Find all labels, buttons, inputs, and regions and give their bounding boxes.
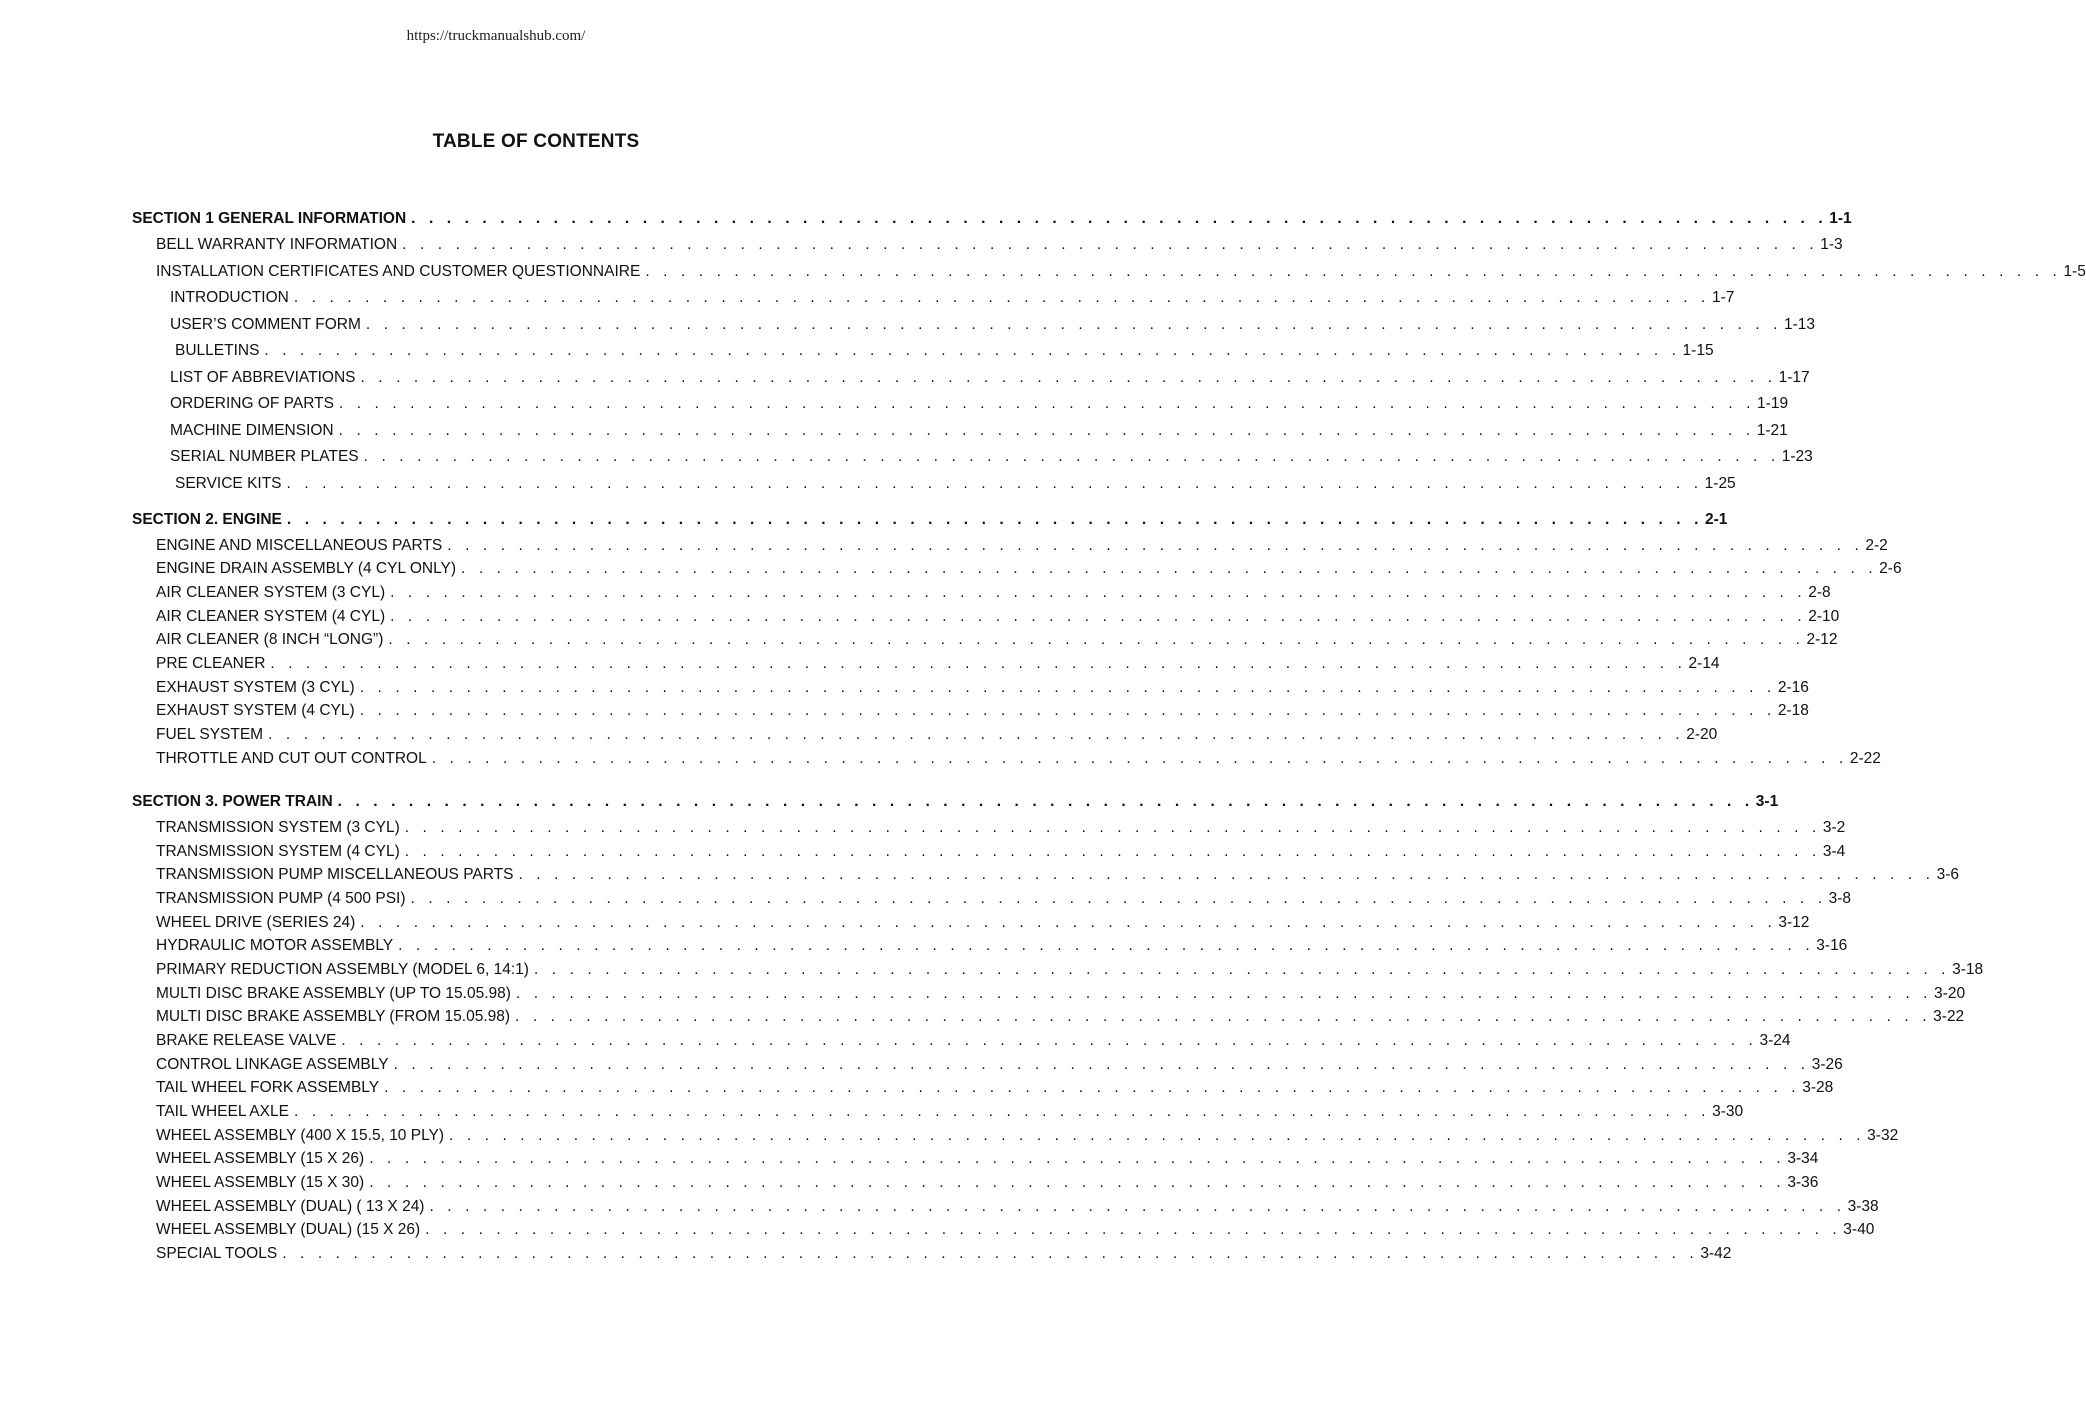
dot-leader: . . . . . . . . . . . . . . . . . . . . . . . . . . . . . . . . . . . . . . . . . . . . . . . . . . . . . . . . . . . . . . . . . . . . . . . . . . . . . . . . [447, 537, 1864, 554]
toc-entry [156, 677, 1809, 699]
dot-leader: . . . . . . . . . . . . . . . . . . . . . . . . . . . . . . . . . . . . . . . . . . . . . . . . . . . . . . . . . . . . . . . . . . . . . . . . . . . . . . . . [404, 843, 1821, 860]
toc-entry-title: WHEEL ASSEMBLY (DUAL) (15 X 26) [156, 1221, 421, 1238]
toc-entry [156, 261, 2086, 283]
toc-entry [156, 582, 1831, 604]
toc-entry-title: TRANSMISSION PUMP (4 500 PSI) [156, 890, 406, 907]
toc-page-number: 1-21 [1756, 422, 1788, 439]
toc-page-number: 3-30 [1712, 1103, 1744, 1120]
toc-page-number: 3-24 [1759, 1032, 1791, 1049]
toc-page-number: 3-26 [1811, 1056, 1843, 1073]
toc-entry [156, 234, 1843, 256]
toc-page-number: 1-25 [1704, 475, 1736, 492]
toc-entry [156, 535, 1888, 557]
toc-entry-title: TRANSMISSION SYSTEM (3 CYL) [156, 819, 400, 836]
dot-leader: . . . . . . . . . . . . . . . . . . . . . . . . . . . . . . . . . . . . . . . . . . . . . . . . . . . . . . . . . . . . . . . . . . . . . . . . . . . . . . . . [359, 702, 1776, 719]
toc-entry-title: WHEEL ASSEMBLY (15 X 26) [156, 1150, 365, 1167]
toc-entry-title: WHEEL DRIVE (SERIES 24) [156, 914, 356, 931]
dot-leader: . . . . . . . . . . . . . . . . . . . . . . . . . . . . . . . . . . . . . . . . . . . . . . . . . . . . . . . . . . . . . . . . . . . . . . . . . . . . . . . . [388, 631, 1805, 648]
toc-entry [156, 1054, 1843, 1076]
toc-entry-title: USER’S COMMENT FORM [170, 316, 361, 333]
dot-leader: . . . . . . . . . . . . . . . . . . . . . . . . . . . . . . . . . . . . . . . . . . . . . . . . . . . . . . . . . . . . . . . . . . . . . . . . . . . . . . . . [398, 937, 1815, 954]
toc-entry-title: AIR CLEANER SYSTEM (3 CYL) [156, 584, 386, 601]
toc-entry-title: ENGINE AND MISCELLANEOUS PARTS [156, 537, 443, 554]
toc-page-number: 3-1 [1755, 793, 1779, 810]
toc-entry-title: CONTROL LINKAGE ASSEMBLY [156, 1056, 389, 1073]
toc-entry [156, 888, 1852, 910]
toc-entry [156, 1006, 1965, 1028]
toc-entry [156, 1030, 1791, 1052]
toc-entry-title: SERVICE KITS [175, 475, 282, 492]
toc-entry [156, 629, 1838, 651]
toc-entry-title: PRIMARY REDUCTION ASSEMBLY (MODEL 6, 14:1) [156, 961, 529, 978]
toc-entry [170, 420, 1788, 442]
toc-entry [156, 558, 1902, 580]
toc-page-number: 2-16 [1777, 679, 1809, 696]
toc-page-number: 3-22 [1933, 1008, 1965, 1025]
toc-entry-title: PRE CLEANER [156, 655, 266, 672]
toc-page-number: 1-13 [1784, 316, 1816, 333]
toc-entry-title: ENGINE DRAIN ASSEMBLY (4 CYL ONLY) [156, 560, 457, 577]
toc-entry [156, 841, 1846, 863]
dot-leader: . . . . . . . . . . . . . . . . . . . . . . . . . . . . . . . . . . . . . . . . . . . . . . . . . . . . . . . . . . . . . . . . . . . . . . . . . . . . . . . . [338, 422, 1755, 439]
toc-entry-title: SECTION 2. ENGINE [132, 511, 282, 528]
dot-leader: . . . . . . . . . . . . . . . . . . . . . . . . . . . . . . . . . . . . . . . . . . . . . . . . . . . . . . . . . . . . . . . . . . . . . . . . . . . . . . . . [293, 1103, 1711, 1120]
toc-page-number: 3-18 [1952, 961, 1984, 978]
toc-entry-title: INSTALLATION CERTIFICATES AND CUSTOMER QUESTIONNAIRE [156, 263, 641, 280]
toc-page-number: 2-8 [1808, 584, 1831, 601]
toc-page-number: 2-18 [1777, 702, 1809, 719]
toc-entry-title: WHEEL ASSEMBLY (DUAL) ( 13 X 24) [156, 1198, 425, 1215]
dot-leader: . . . . . . . . . . . . . . . . . . . . . . . . . . . . . . . . . . . . . . . . . . . . . . . . . . . . . . . . . . . . . . . . . . . . . . . . . . . . . . . . [404, 819, 1821, 836]
dot-leader: . . . . . . . . . . . . . . . . . . . . . . . . . . . . . . . . . . . . . . . . . . . . . . . . . . . . . . . . . . . . . . . . . . . . . . . . . . . . . . . . [282, 1245, 1699, 1262]
toc-section-heading [132, 208, 1852, 230]
toc-entry [156, 1219, 1875, 1241]
toc-entry-title: FUEL SYSTEM [156, 726, 264, 743]
dot-leader: . . . . . . . . . . . . . . . . . . . . . . . . . . . . . . . . . . . . . . . . . . . . . . . . . . . . . . . . . . . . . . . . . . . . . . . . . . . . . . . . [341, 1032, 1758, 1049]
source-url: https://truckmanualshub.com/ [406, 28, 586, 44]
toc-page-number: 3-6 [1936, 866, 1959, 883]
toc-page-number: 2-2 [1865, 537, 1888, 554]
toc-entry [156, 1101, 1744, 1123]
toc-entry-title: WHEEL ASSEMBLY (400 X 15.5, 10 PLY) [156, 1127, 445, 1144]
toc-entry-title: TAIL WHEEL FORK ASSEMBLY [156, 1079, 380, 1096]
toc-entry [156, 1077, 1834, 1099]
toc-page-number: 3-16 [1816, 937, 1848, 954]
toc-entry [170, 446, 1813, 468]
dot-leader: . . . . . . . . . . . . . . . . . . . . . . . . . . . . . . . . . . . . . . . . . . . . . . . . . . . . . . . . . . . . . . . . . . . . . . . . . . . . . . . . [411, 210, 1828, 227]
toc-entry [156, 724, 1718, 746]
toc-entry [175, 340, 1714, 362]
toc-entry [156, 1125, 1899, 1147]
toc-entry [156, 935, 1848, 957]
toc-entry [156, 606, 1840, 628]
toc-entry-title: MULTI DISC BRAKE ASSEMBLY (UP TO 15.05.98) [156, 985, 511, 1002]
dot-leader: . . . . . . . . . . . . . . . . . . . . . . . . . . . . . . . . . . . . . . . . . . . . . . . . . . . . . . . . . . . . . . . . . . . . . . . . . . . . . . . . [533, 961, 1951, 978]
toc-page-number: 3-28 [1802, 1079, 1834, 1096]
toc-page-number: 1-19 [1757, 395, 1789, 412]
toc-page-number: 3-2 [1822, 819, 1846, 836]
dot-leader: . . . . . . . . . . . . . . . . . . . . . . . . . . . . . . . . . . . . . . . . . . . . . . . . . . . . . . . . . . . . . . . . . . . . . . . . . . . . . . . . [461, 560, 1878, 577]
dot-leader: . . . . . . . . . . . . . . . . . . . . . . . . . . . . . . . . . . . . . . . . . . . . . . . . . . . . . . . . . . . . . . . . . . . . . . . . . . . . . . . . [518, 866, 1935, 883]
toc-section-heading [132, 509, 1728, 531]
dot-leader: . . . . . . . . . . . . . . . . . . . . . . . . . . . . . . . . . . . . . . . . . . . . . . . . . . . . . . . . . . . . . . . . . . . . . . . . . . . . . . . . [286, 475, 1703, 492]
toc-entry-title: INTRODUCTION [170, 289, 289, 306]
toc-entry [170, 393, 1789, 415]
dot-leader: . . . . . . . . . . . . . . . . . . . . . . . . . . . . . . . . . . . . . . . . . . . . . . . . . . . . . . . . . . . . . . . . . . . . . . . . . . . . . . . . [270, 655, 1687, 672]
toc-entry [156, 1148, 1819, 1170]
dot-leader: . . . . . . . . . . . . . . . . . . . . . . . . . . . . . . . . . . . . . . . . . . . . . . . . . . . . . . . . . . . . . . . . . . . . . . . . . . . . . . . . [338, 395, 1756, 412]
toc-entry-title: THROTTLE AND CUT OUT CONTROL [156, 750, 427, 767]
toc-page-number: 1-5 [2063, 263, 2086, 280]
toc-entry-title: EXHAUST SYSTEM (3 CYL) [156, 679, 355, 696]
toc-page-number: 1-15 [1682, 342, 1714, 359]
toc-section-heading [132, 791, 1779, 813]
toc-entry [175, 473, 1736, 495]
toc-entry [156, 912, 1810, 934]
dot-leader: . . . . . . . . . . . . . . . . . . . . . . . . . . . . . . . . . . . . . . . . . . . . . . . . . . . . . . . . . . . . . . . . . . . . . . . . . . . . . . . . [645, 263, 2062, 280]
toc-page-number: 2-14 [1688, 655, 1720, 672]
toc-entry-title: TAIL WHEEL AXLE [156, 1103, 289, 1120]
page-title: TABLE OF CONTENTS [432, 131, 640, 152]
toc-entry [156, 653, 1720, 675]
toc-entry [156, 1243, 1732, 1265]
toc-page-number: 1-23 [1781, 448, 1813, 465]
dot-leader: . . . . . . . . . . . . . . . . . . . . . . . . . . . . . . . . . . . . . . . . . . . . . . . . . . . . . . . . . . . . . . . . . . . . . . . . . . . . . . . . [402, 236, 1819, 253]
dot-leader: . . . . . . . . . . . . . . . . . . . . . . . . . . . . . . . . . . . . . . . . . . . . . . . . . . . . . . . . . . . . . . . . . . . . . . . . . . . . . . . . [369, 1150, 1786, 1167]
dot-leader: . . . . . . . . . . . . . . . . . . . . . . . . . . . . . . . . . . . . . . . . . . . . . . . . . . . . . . . . . . . . . . . . . . . . . . . . . . . . . . . . [360, 914, 1777, 931]
dot-leader: . . . . . . . . . . . . . . . . . . . . . . . . . . . . . . . . . . . . . . . . . . . . . . . . . . . . . . . . . . . . . . . . . . . . . . . . . . . . . . . . [429, 1198, 1846, 1215]
toc-page-number: 2-12 [1806, 631, 1838, 648]
toc-page-number: 3-34 [1787, 1150, 1819, 1167]
dot-leader: . . . . . . . . . . . . . . . . . . . . . . . . . . . . . . . . . . . . . . . . . . . . . . . . . . . . . . . . . . . . . . . . . . . . . . . . . . . . . . . . [359, 679, 1776, 696]
toc-page-number: 2-6 [1879, 560, 1902, 577]
toc-entry [170, 367, 1810, 389]
toc-entry-title: TRANSMISSION SYSTEM (4 CYL) [156, 843, 400, 860]
toc-entry-title: MULTI DISC BRAKE ASSEMBLY (FROM 15.05.98) [156, 1008, 511, 1025]
toc-page-number: 1-1 [1829, 210, 1852, 227]
toc-entry [170, 314, 1816, 336]
toc-entry-title: SECTION 1 GENERAL INFORMATION [132, 210, 407, 227]
toc-page-number: 3-40 [1843, 1221, 1875, 1238]
dot-leader: . . . . . . . . . . . . . . . . . . . . . . . . . . . . . . . . . . . . . . . . . . . . . . . . . . . . . . . . . . . . . . . . . . . . . . . . . . . . . . . . [286, 511, 1703, 528]
toc-entry-title: BRAKE RELEASE VALVE [156, 1032, 337, 1049]
toc-entry-title: BELL WARRANTY INFORMATION [156, 236, 398, 253]
toc-entry-title: AIR CLEANER (8 INCH “LONG”) [156, 631, 384, 648]
toc-entry-title: SECTION 3. POWER TRAIN [132, 793, 333, 810]
toc-entry [156, 864, 1959, 886]
dot-leader: . . . . . . . . . . . . . . . . . . . . . . . . . . . . . . . . . . . . . . . . . . . . . . . . . . . . . . . . . . . . . . . . . . . . . . . . . . . . . . . . [264, 342, 1681, 359]
toc-entry-title: LIST OF ABBREVIATIONS [170, 369, 356, 386]
toc-page-number: 1-3 [1820, 236, 1843, 253]
dot-leader: . . . . . . . . . . . . . . . . . . . . . . . . . . . . . . . . . . . . . . . . . . . . . . . . . . . . . . . . . . . . . . . . . . . . . . . . . . . . . . . . [337, 793, 1754, 810]
toc-entry-title: AIR CLEANER SYSTEM (4 CYL) [156, 608, 386, 625]
toc-page-number: 3-36 [1787, 1174, 1819, 1191]
toc-page-number: 1-17 [1778, 369, 1810, 386]
toc-page-number: 2-20 [1686, 726, 1718, 743]
toc-page-number: 3-4 [1822, 843, 1846, 860]
toc-entry-title: WHEEL ASSEMBLY (15 X 30) [156, 1174, 365, 1191]
dot-leader: . . . . . . . . . . . . . . . . . . . . . . . . . . . . . . . . . . . . . . . . . . . . . . . . . . . . . . . . . . . . . . . . . . . . . . . . . . . . . . . . [449, 1127, 1866, 1144]
toc-entry [156, 959, 1984, 981]
dot-leader: . . . . . . . . . . . . . . . . . . . . . . . . . . . . . . . . . . . . . . . . . . . . . . . . . . . . . . . . . . . . . . . . . . . . . . . . . . . . . . . . [360, 369, 1777, 386]
toc-entry-title: MACHINE DIMENSION [170, 422, 334, 439]
dot-leader: . . . . . . . . . . . . . . . . . . . . . . . . . . . . . . . . . . . . . . . . . . . . . . . . . . . . . . . . . . . . . . . . . . . . . . . . . . . . . . . . [363, 448, 1780, 465]
toc-page-number: 2-22 [1849, 750, 1881, 767]
toc-page-number: 3-8 [1828, 890, 1852, 907]
toc-page-number: 3-32 [1867, 1127, 1899, 1144]
toc-page-number: 2-10 [1808, 608, 1840, 625]
dot-leader: . . . . . . . . . . . . . . . . . . . . . . . . . . . . . . . . . . . . . . . . . . . . . . . . . . . . . . . . . . . . . . . . . . . . . . . . . . . . . . . . [390, 608, 1807, 625]
toc-entry [156, 1172, 1819, 1194]
toc-entry [156, 983, 1966, 1005]
dot-leader: . . . . . . . . . . . . . . . . . . . . . . . . . . . . . . . . . . . . . . . . . . . . . . . . . . . . . . . . . . . . . . . . . . . . . . . . . . . . . . . . [410, 890, 1827, 907]
toc-entry-title: TRANSMISSION PUMP MISCELLANEOUS PARTS [156, 866, 514, 883]
toc-entry [170, 287, 1735, 309]
dot-leader: . . . . . . . . . . . . . . . . . . . . . . . . . . . . . . . . . . . . . . . . . . . . . . . . . . . . . . . . . . . . . . . . . . . . . . . . . . . . . . . . [369, 1174, 1786, 1191]
toc-entry-title: BULLETINS [175, 342, 260, 359]
dot-leader: . . . . . . . . . . . . . . . . . . . . . . . . . . . . . . . . . . . . . . . . . . . . . . . . . . . . . . . . . . . . . . . . . . . . . . . . . . . . . . . . [393, 1056, 1810, 1073]
toc-entry-title: EXHAUST SYSTEM (4 CYL) [156, 702, 355, 719]
dot-leader: . . . . . . . . . . . . . . . . . . . . . . . . . . . . . . . . . . . . . . . . . . . . . . . . . . . . . . . . . . . . . . . . . . . . . . . . . . . . . . . . [515, 985, 1933, 1002]
toc-page-number: 1-7 [1711, 289, 1735, 306]
toc-entry [156, 1196, 1879, 1218]
toc-entry [156, 700, 1809, 722]
dot-leader: . . . . . . . . . . . . . . . . . . . . . . . . . . . . . . . . . . . . . . . . . . . . . . . . . . . . . . . . . . . . . . . . . . . . . . . . . . . . . . . . [425, 1221, 1842, 1238]
toc-entry [156, 748, 1881, 770]
toc-entry [156, 817, 1846, 839]
dot-leader: . . . . . . . . . . . . . . . . . . . . . . . . . . . . . . . . . . . . . . . . . . . . . . . . . . . . . . . . . . . . . . . . . . . . . . . . . . . . . . . . [390, 584, 1807, 601]
toc-entry-title: HYDRAULIC MOTOR ASSEMBLY [156, 937, 394, 954]
toc-page-number: 3-42 [1700, 1245, 1732, 1262]
dot-leader: . . . . . . . . . . . . . . . . . . . . . . . . . . . . . . . . . . . . . . . . . . . . . . . . . . . . . . . . . . . . . . . . . . . . . . . . . . . . . . . . [365, 316, 1783, 333]
dot-leader: . . . . . . . . . . . . . . . . . . . . . . . . . . . . . . . . . . . . . . . . . . . . . . . . . . . . . . . . . . . . . . . . . . . . . . . . . . . . . . . . [431, 750, 1848, 767]
dot-leader: . . . . . . . . . . . . . . . . . . . . . . . . . . . . . . . . . . . . . . . . . . . . . . . . . . . . . . . . . . . . . . . . . . . . . . . . . . . . . . . . [515, 1008, 1932, 1025]
toc-page-number: 3-20 [1934, 985, 1966, 1002]
toc-page-number: 2-1 [1705, 511, 1728, 528]
dot-leader: . . . . . . . . . . . . . . . . . . . . . . . . . . . . . . . . . . . . . . . . . . . . . . . . . . . . . . . . . . . . . . . . . . . . . . . . . . . . . . . . [268, 726, 1685, 743]
dot-leader: . . . . . . . . . . . . . . . . . . . . . . . . . . . . . . . . . . . . . . . . . . . . . . . . . . . . . . . . . . . . . . . . . . . . . . . . . . . . . . . . [293, 289, 1710, 306]
toc-page-number: 3-38 [1847, 1198, 1879, 1215]
toc-entry-title: SPECIAL TOOLS [156, 1245, 278, 1262]
dot-leader: . . . . . . . . . . . . . . . . . . . . . . . . . . . . . . . . . . . . . . . . . . . . . . . . . . . . . . . . . . . . . . . . . . . . . . . . . . . . . . . . [384, 1079, 1801, 1096]
toc-entry-title: ORDERING OF PARTS [170, 395, 334, 412]
toc-page-number: 3-12 [1778, 914, 1810, 931]
toc-entry-title: SERIAL NUMBER PLATES [170, 448, 359, 465]
